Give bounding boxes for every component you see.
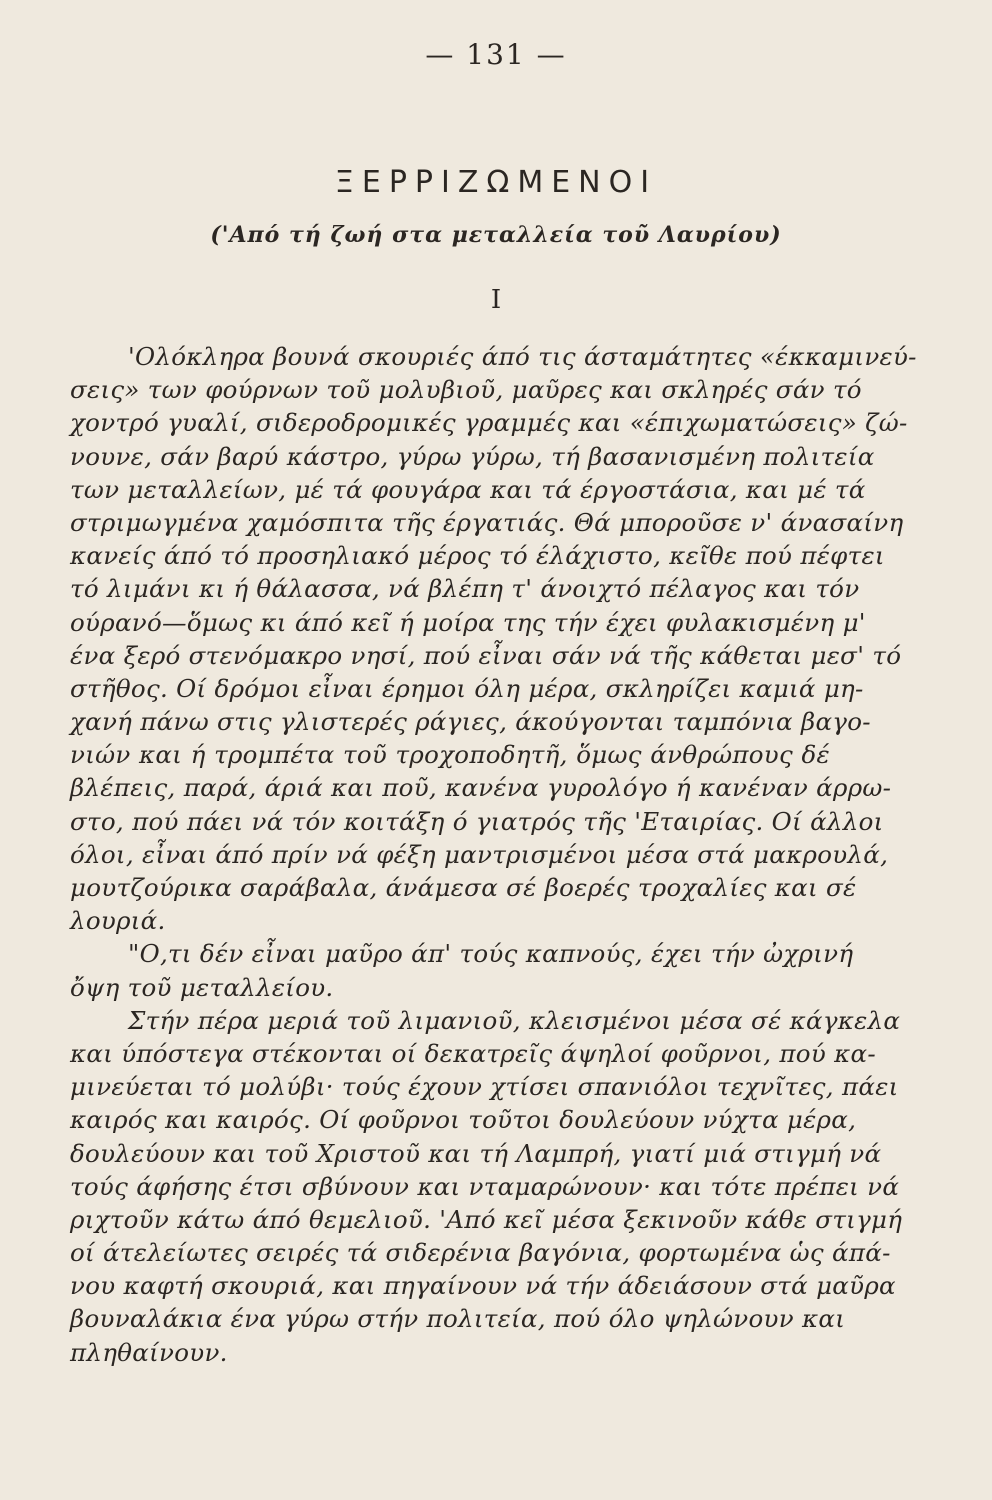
text-line: πληθαίνουν. (70, 1337, 228, 1367)
text-line: λουριά. (70, 906, 166, 936)
text-line: ὄψη τοῦ μεταλλείου. (70, 972, 334, 1002)
text-line: χανή πάνω στις γλιστερές ράγιες, άκούγονται ταμπόνια βαγο- (70, 707, 871, 737)
text-line: κανείς άπό τό προσηλιακό μέρος τό έλάχιστο, κεῖθε πού πέφτει (70, 541, 885, 571)
text-line: νιών και ή τρομπέτα τοῦ τροχοποδητῆ, ὅμως άνθρώπους δέ (70, 740, 830, 770)
text-line: νουνε, σάν βαρύ κάστρο, γύρω γύρω, τή βασανισμένη πολιτεία (70, 441, 875, 471)
text-line: 'Ολόκληρα βουνά σκουριές άπό τις άσταμάτητες «έκκαμινεύ- (128, 342, 917, 371)
text-line: βουναλάκια ένα γύρω στήν πολιτεία, πού όλο ψηλώνουν και (70, 1304, 846, 1334)
text-line: όλοι, εἶναι άπό πρίν νά φέξη μαντρισμένοι μέσα στά μακρουλά, (70, 839, 889, 869)
text-line: δουλεύουν και τοῦ Χριστοῦ και τή Λαμπρή, γιατί μιά στιγμή νά (70, 1138, 882, 1168)
section-numeral: Ι (490, 285, 502, 315)
page-number: — 131 — (425, 38, 567, 71)
chapter-title: ΞΕΡΡΙΖΩΜΕΝΟΙ (334, 165, 658, 200)
text-line: νου καφτή σκουριά, και πηγαίνουν νά τήν άδειάσουν στά μαῦρα (70, 1271, 896, 1301)
body-text (70, 340, 917, 1369)
text-line: στο, πού πάει νά τόν κοιτάξη ό γιατρός τῆς 'Εταιρίας. Οί άλλοι (70, 806, 884, 836)
text-line: "Ο,τι δέν εἶναι μαῦρο άπ' τούς καπνούς, έχει τήν ὠχρινή (128, 939, 854, 969)
text-line: σεις» των φούρνων τοῦ μολυβιοῦ, μαῦρες και σκληρές σάν τό (70, 375, 862, 405)
text-line: ένα ξερό στενόμακρο νησί, πού εἶναι σάν νά τῆς κάθεται μεσ' τό (70, 640, 902, 670)
text-line: μουτζούρικα σαράβαλα, άνάμεσα σέ βοερές τροχαλίες και σέ (70, 873, 857, 902)
text-line: των μεταλλείων, μέ τά φουγάρα και τά έργοστάσια, και μέ τά (70, 474, 866, 504)
text-line: χοντρό γυαλί, σιδεροδρομικές γραμμές και «έπιχωματώσεις» ζώ- (70, 408, 908, 438)
text-line: Στήν πέρα μεριά τοῦ λιμανιοῦ, κλεισμένοι μέσα σέ κάγκελα (128, 1005, 901, 1035)
text-line: τούς άφήσης έτσι σβύνουν και νταμαρώνουν· και τότε πρέπει νά (70, 1171, 900, 1201)
text-line: στριμωγμένα χαμόσπιτα τῆς έργατιάς. Θά μποροῦσε ν' άνασαίνη (70, 507, 904, 537)
text-line: ριχτοῦν κάτω άπό θεμελιοῦ. 'Από κεῖ μέσα ξεκινοῦν κάθε στιγμή (70, 1204, 903, 1234)
text-line: και ύπόστεγα στέκονται οί δεκατρεῖς άψηλοί φοῦρνοι, πού κα- (70, 1038, 876, 1068)
text-line: καιρός και καιρός. Οί φοῦρνοι τοῦτοι δουλεύουν νύχτα μέρα, (70, 1105, 857, 1135)
text-line: οί άτελείωτες σειρές τά σιδερένια βαγόνια, φορτωμένα ὡς άπά- (70, 1238, 891, 1268)
text-line: βλέπεις, παρά, άριά και ποῦ, κανένα γυρολόγο ή κανέναν άρρω- (70, 773, 892, 803)
text-line: τό λιμάνι κι ή θάλασσα, νά βλέπη τ' άνοιχτό πέλαγος και τόν (70, 574, 860, 604)
text-line: στῆθος. Οί δρόμοι εἶναι έρημοι όλη μέρα, σκληρίζει καμιά μη- (70, 673, 864, 703)
text-line: ούρανό—ὅμως κι άπό κεῖ ή μοίρα της τήν έχει φυλακισμένη μ' (70, 607, 866, 637)
chapter-subtitle: ('Από τή ζωή στα μεταλλεία τοῦ Λαυρίου) (210, 222, 782, 248)
text-line: μινεύεται τό μολύβι· τούς έχουν χτίσει σπανιόλοι τεχνῖτες, πάει (70, 1072, 899, 1102)
